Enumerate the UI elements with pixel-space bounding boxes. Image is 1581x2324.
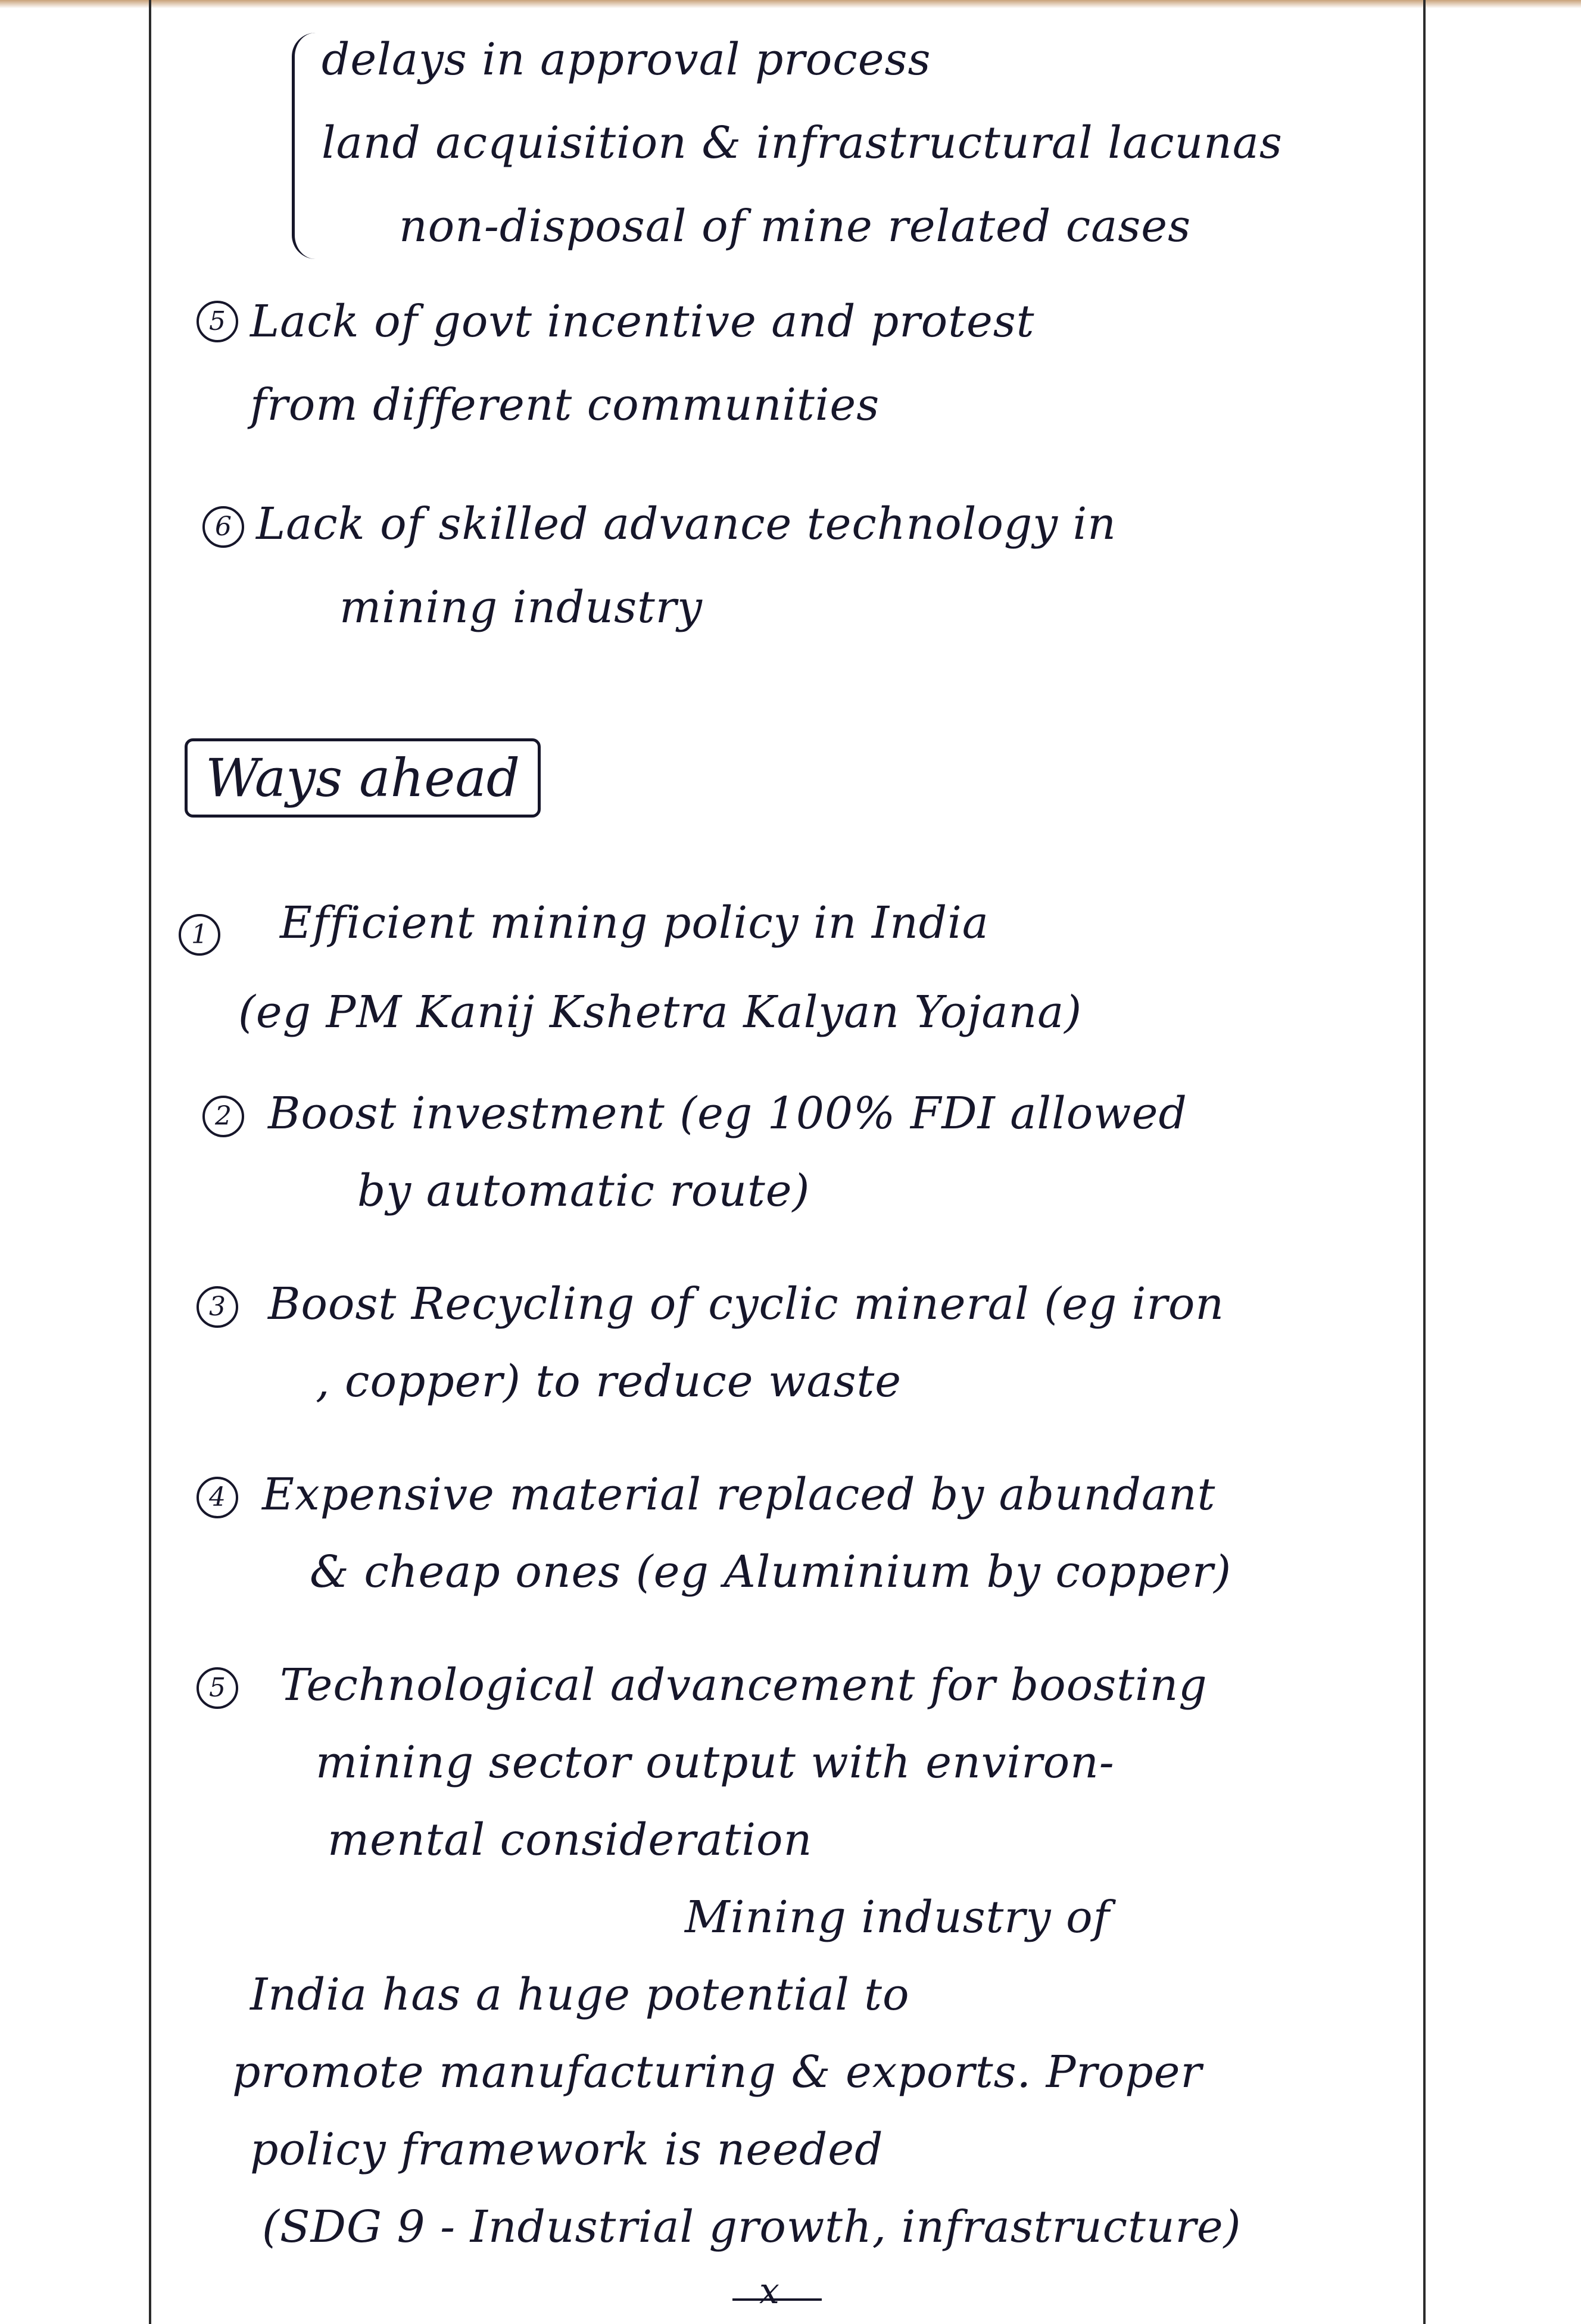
point-number: 5 (197, 301, 238, 342)
way-line: mental consideration (328, 1814, 813, 1866)
page-top-edge (0, 0, 1581, 8)
way-line: Technological advancement for boosting (280, 1659, 1208, 1711)
sub-point: delays in approval process (322, 34, 931, 85)
way-line: (eg PM Kanij Kshetra Kalyan Yojana) (238, 987, 1083, 1038)
conclusion-line: (SDG 9 - Industrial growth, infrastructure) (262, 2201, 1242, 2253)
challenge-line: mining industry (339, 582, 703, 633)
point-number: 6 (202, 506, 244, 548)
end-mark: x (759, 2270, 780, 2312)
challenge-line: Lack of skilled advance technology in (256, 498, 1117, 550)
sub-point: land acquisition & infrastructural lacunas (322, 117, 1283, 169)
way-line: by automatic route) (357, 1165, 810, 1216)
right-margin-line (1423, 0, 1426, 2324)
way-line: , copper) to reduce waste (316, 1356, 902, 1407)
challenge-line: Lack of govt incentive and protest (250, 296, 1035, 347)
way-line: Expensive material replaced by abundant (262, 1469, 1216, 1520)
point-number: 4 (197, 1477, 238, 1518)
way-line: Efficient mining policy in India (280, 897, 989, 949)
point-number: 1 (179, 914, 220, 956)
way-line: Boost Recycling of cyclic mineral (eg iron (268, 1278, 1225, 1330)
conclusion-line: Mining industry of (685, 1892, 1111, 1943)
grouping-brace (292, 33, 319, 259)
point-number: 5 (197, 1667, 238, 1709)
left-margin-line (149, 0, 151, 2324)
ways-ahead-heading: Ways ahead (185, 738, 541, 818)
conclusion-line: policy framework is needed (250, 2124, 884, 2175)
sub-point: non-disposal of mine related cases (399, 201, 1192, 252)
point-number: 3 (197, 1286, 238, 1328)
conclusion-line: India has a huge potential to (250, 1969, 910, 2020)
point-number: 2 (202, 1096, 244, 1137)
challenge-line: from different communities (250, 379, 880, 431)
way-line: & cheap ones (eg Aluminium by copper) (310, 1546, 1232, 1598)
conclusion-line: promote manufacturing & exports. Proper (232, 2047, 1202, 2098)
way-line: Boost investment (eg 100% FDI allowed (268, 1088, 1187, 1139)
way-line: mining sector output with environ- (316, 1737, 1115, 1788)
